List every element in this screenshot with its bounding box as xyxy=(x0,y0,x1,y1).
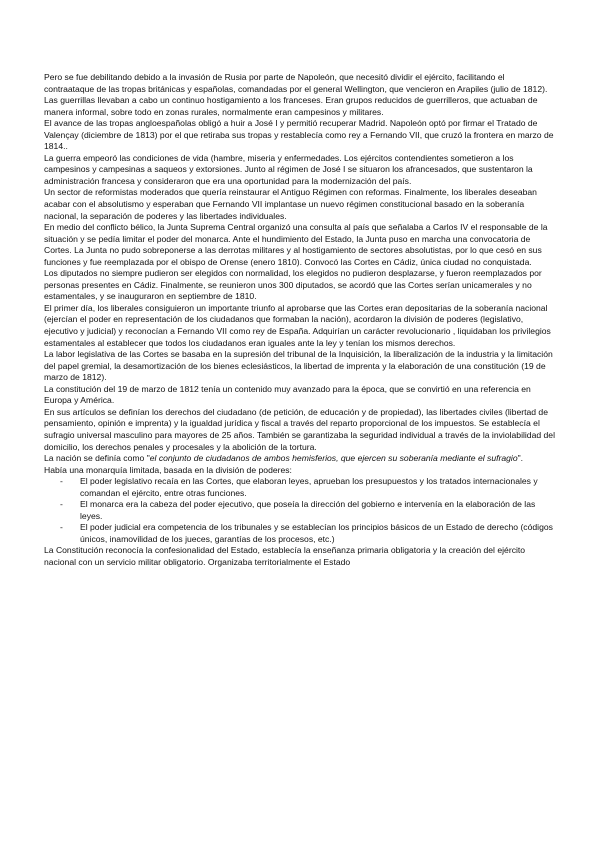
paragraph-constitucion-1812: La constitución del 19 de marzo de 1812 tenía un contenido muy avanzado para la época, que se convirtió en una referencia en Europa y América. xyxy=(44,383,531,406)
paragraph-guerrillas: Las guerrillas llevaban a cabo un continuo hostigamiento a los franceses. Eran grupos reducidos de guerrilleros, que actuaban de manera informal, sobre todo en zonas rurales, normalmente eran campesinos y militares. xyxy=(44,95,538,117)
paragraph-monarchy-intro: Había una monarquía limitada, basada en la división de poderes: xyxy=(44,464,292,475)
paragraph-closing: La Constitución reconocía la confesionalidad del Estado, establecía la enseñanza primaria obligatoria y la creación del ejército nacional con un servicio militar obligatorio. Organizaba territorialmente el Estado xyxy=(44,545,526,567)
paragraph-labor-legislativa: La labor legislativa de las Cortes se basaba en la supresión del tribunal de la Inquisición, la liberalización de la industria y la limitación del papel gremial, la desamortización de los bienes eclesiásticos, la libertad de imprenta y la elaboración de una constitución (19 de marzo de 1812). xyxy=(44,349,553,383)
paragraph-junta-suprema: En medio del conflicto bélico, la Junta Suprema Central organizó una consulta al país que señalaba a Carlos IV el responsable de la situación y se pedía limitar el poder del monarca. Ante el hundimiento del Estado, la Junta puso en marcha una convocatoria de Cortes. La Junta no pudo sobreponerse a las derrotas militares y al hostigamiento de sectores absolutistas, por lo que cesó en sus funciones y fue reemplazada por el obispo de Orense (enero 1810). Convocó las Cortes en Cádiz, única ciudad no conquistada. xyxy=(44,222,548,267)
paragraph-russia-invasion: Pero se fue debilitando debido a la invasión de Rusia por parte de Napoleón, que necesitó dividir el ejército, facilitando el contraataque de las tropas británicas y españolas, comandadas por el general Wellington, que vencieron en Arapiles (julio de 1812). xyxy=(44,72,548,94)
paragraph-war-conditions: La guerra empeoró las condiciones de vida (hambre, miseria y enfermedades. Los ejércitos contendientes sometieron a los campesinos y campesinas a saqueos y extorsiones. Junto al régimen de José I se situaron los afrancesados, que sustentaron la administración francesa y consideraron que era una oportunidad para la modernización del país. xyxy=(44,152,533,186)
nation-quote: el conjunto de ciudadanos de ambos hemisferios, que ejercen su soberanía mediante el sufragio xyxy=(149,453,518,464)
list-item-judicial: - El poder judicial era competencia de los tribunales y se establecían los principios básicos de un Estado de derecho (códigos únicos, inamovilidad de los jueces, garantías de los procesos, etc.) xyxy=(80,522,556,545)
powers-list xyxy=(44,476,556,545)
list-item-executive: - El monarca era la cabeza del poder ejecutivo, que poseía la dirección del gobierno e intervenía en la elaboración de las leyes. xyxy=(80,499,556,522)
list-item-legislative: - El poder legislativo recaía en las Cortes, que elaboran leyes, aprueban los presupuestos y los tratados internacionales y comandan el ejército, entre otras funciones. xyxy=(80,476,556,499)
paragraph-derechos: En sus artículos se definían los derechos del ciudadano (de petición, de educación y de propiedad), las libertades civiles (libertad de pensamiento, opinión e imprenta) y la igualdad jurídica y fiscal a través del reparto proporcional de los impuestos. Se establecía el sufragio universal masculino para mayores de 25 años. También se garantizaba la seguridad individual a través de la inviolabilidad del domicilio, los derechos penales y procesales y la abolición de la tortura. xyxy=(44,406,555,452)
nation-prefix: La nación se definía como " xyxy=(44,453,150,464)
paragraph-diputados: Los diputados no siempre pudieron ser elegidos con normalidad, los elegidos no pudieron desplazarse, y fueron reemplazados por personas presentes en Cádiz. Finalmente, se reunieron unos 300 diputados, se acordó que las Cortes serían unicamerales y no estamentales, y se inauguraron en septiembre de 1810. xyxy=(44,268,542,302)
paragraph-reformists: Un sector de reformistas moderados que quería reinstaurar el Antiguo Régimen con reformas. Finalmente, los liberales deseaban acabar con el absolutismo y esperaban que Fernando VII implantase un nuevo régimen constitucional basado en la soberanía nacional, la separación de poderes y las libertades individuales. xyxy=(44,187,537,221)
paragraph-nation-definition xyxy=(44,453,556,465)
document-body xyxy=(44,72,556,569)
nation-suffix: ". xyxy=(517,453,524,464)
paragraph-valencay-treaty: El avance de las tropas angloespañolas obligó a huir a José I y permitió recuperar Madrid. Napoleón optó por firmar el Tratado de Valençay (diciembre de 1813) por el que retiraba sus tropas y restablecía como rey a Fernando VII, que cruzó la frontera en marzo de 1814.. xyxy=(44,118,554,152)
paragraph-primer-dia: El primer día, los liberales consiguieron un importante triunfo al aprobarse que las Cortes eran depositarias de la soberanía nacional (ejercían el poder en representación de los ciudadanos que formaban la nación), acordaron la división de poderes (legislativo, ejecutivo y judicial) y reconocían a Fernando VII como rey de España. Adquirían un carácter revolucionario , liquidaban los privilegios estamentales al establecer que todos los ciudadanos eran iguales ante la ley y tenían los mismos derechos. xyxy=(44,302,551,348)
